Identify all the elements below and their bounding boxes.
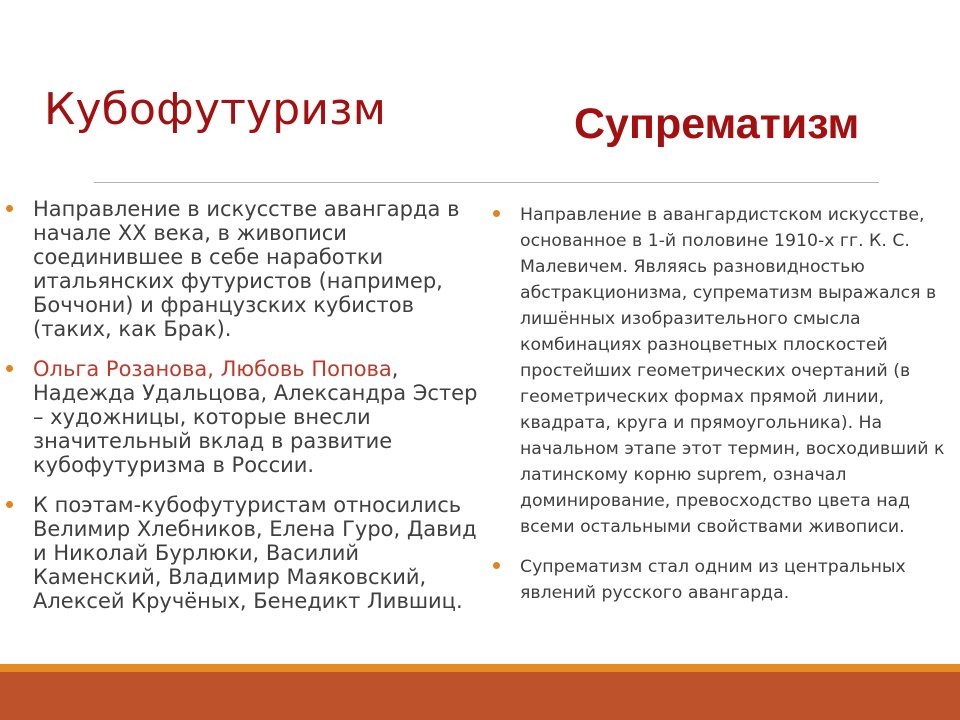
suprematism-bullet-list — [490, 202, 955, 620]
list-item — [0, 357, 490, 477]
footer-bar — [0, 672, 960, 720]
footer-accent-bar — [0, 664, 960, 672]
title-cubofuturism: Кубофутуризм — [44, 84, 387, 135]
bullet-dot-icon — [493, 210, 500, 217]
bullet-text: Супрематизм стал одним из центральных явлений русского авангарда. — [520, 557, 906, 603]
bullet-text: К поэтам-кубофутуристам относились Велимир Хлебников, Елена Гуро, Давид и Николай Бурлюки, Василий Каменский, Владимир Маяковский, Алексей Кручёных, Бенедикт Лившиц. — [33, 493, 477, 613]
list-item — [0, 197, 490, 341]
list-item — [0, 493, 490, 613]
cubofuturism-bullet-list — [0, 197, 490, 629]
bullet-dot-icon — [493, 562, 500, 569]
bullet-dot-icon — [6, 205, 13, 212]
bullet-text: , Надежда Удальцова, Александра Эстер – художницы, которые внесли значительный вклад в развитие кубофутуризма в России. — [33, 357, 478, 477]
title-divider — [94, 182, 879, 183]
bullet-text: Направление в авангардистском искусстве, основанное в 1-й половине 1910-х гг. К. С. Малевичем. Являясь разновидностью абстракционизма, супрематизм выражался в лишённых изобразительного смысла комбинациях разноцветных плоскостей простейших геометрических очертаний (в геометрических формах прямой линии, квадрата, круга и прямоугольника). На начальном этапе этот термин, восходивший к латинскому корню suprem, означал доминирование, превосходство цвета над всеми остальными свойствами живописи. — [520, 205, 945, 537]
list-item — [490, 202, 955, 540]
highlighted-artists: Ольга Розанова, Любовь Попова — [33, 357, 392, 381]
bullet-dot-icon — [6, 365, 13, 372]
list-item — [490, 554, 955, 606]
title-suprematism: Супрематизм — [574, 100, 860, 148]
bullet-text: Направление в искусстве авангарда в начале XX века, в живописи соединившее в себе наработки итальянских футуристов (например, Боччони) и французских кубистов (таких, как Брак). — [33, 197, 460, 341]
bullet-dot-icon — [6, 501, 13, 508]
